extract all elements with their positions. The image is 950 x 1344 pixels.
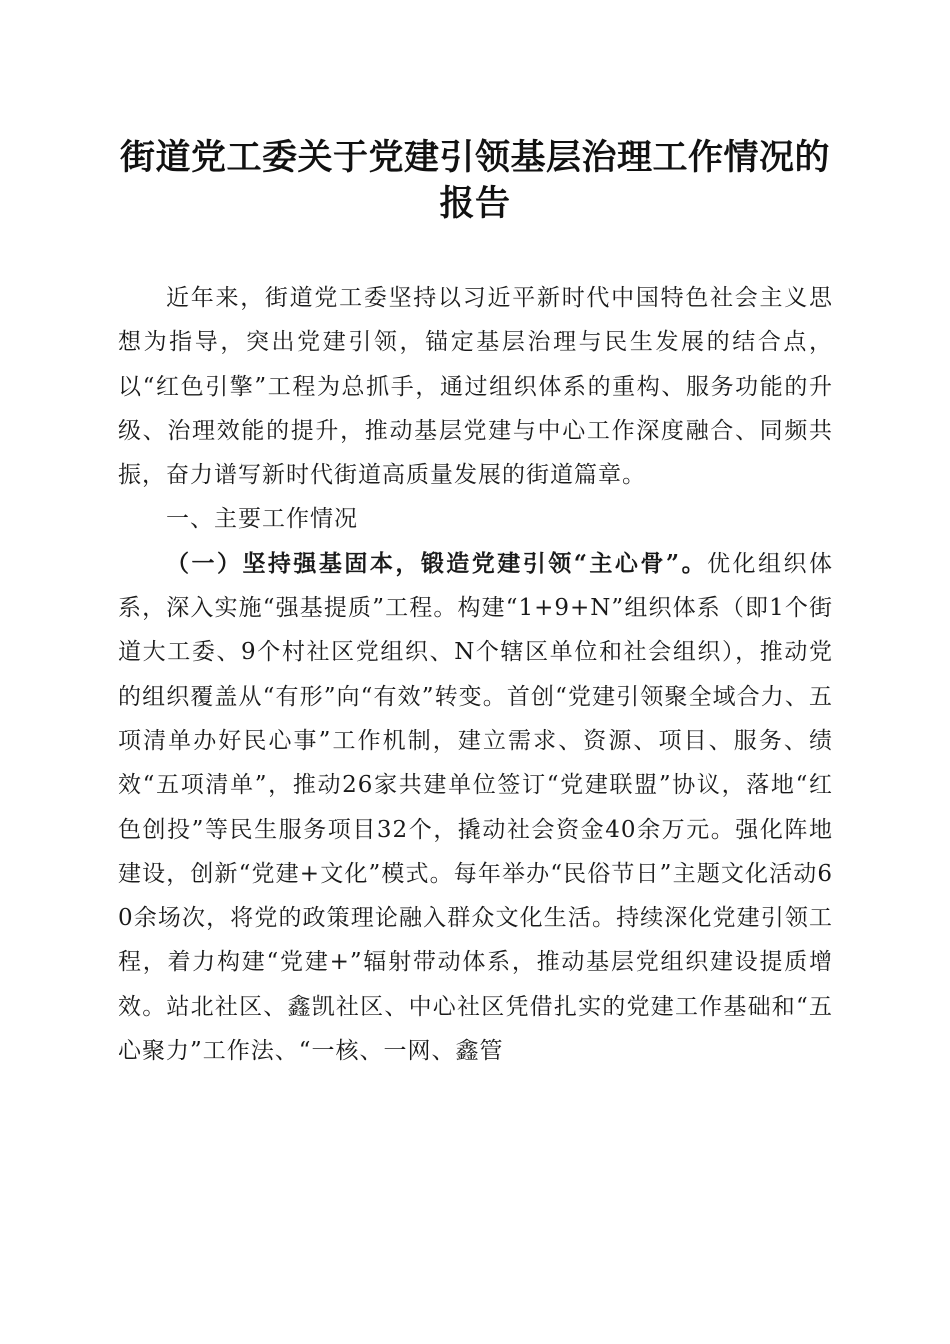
section-heading: 一、主要工作情况 xyxy=(166,506,358,533)
subsection-paragraph xyxy=(118,542,833,1074)
subsection-lead: （一）坚持强基固本，锻造党建引领“主心骨”。 xyxy=(166,549,708,577)
document-title-line-2: 报告 xyxy=(439,183,511,224)
document-title-line-1: 街道党工委关于党建引领基层治理工作情况的 xyxy=(119,137,830,178)
subsection-body: 优化组织体系，深入实施“强基提质”工程。构建“1+9+N”组织体系（即1个街道大工委、9个村社区党组织、N个辖区单位和社会组织），推动党的组织覆盖从“有形”向“有效”转变。首创“党建引领聚全域合力、五项清单办好民心事”工作机制，建立需求、资源、项目、服务、绩效“五项清单”，推动26家共建单位签订“党建联盟”协议，落地“红色创投”等民生服务项目32个，撬动社会资金40余万元。强化阵地建设，创新“党建+文化”模式。每年举办“民俗节日”主题文化活动60余场次，将党的政策理论融入群众文化生活。持续深化党建引领工程，着力构建“党建+”辐射带动体系，推动基层党组织建设提质增效。站北社区、鑫凯社区、中心社区凭借扎实的党建工作基础和“五心聚力”工作法、“一核、一网、鑫管 xyxy=(118,550,833,1065)
intro-paragraph: 近年来，街道党工委坚持以习近平新时代中国特色社会主义思想为指导，突出党建引领，锚定基层治理与民生发展的结合点，以“红色引擎”工程为总抓手，通过组织体系的重构、服务功能的升级、治理效能的提升，推动基层党建与中心工作深度融合、同频共振，奋力谱写新时代街道高质量发展的街道篇章。 xyxy=(118,285,833,489)
document-body xyxy=(118,276,833,1073)
